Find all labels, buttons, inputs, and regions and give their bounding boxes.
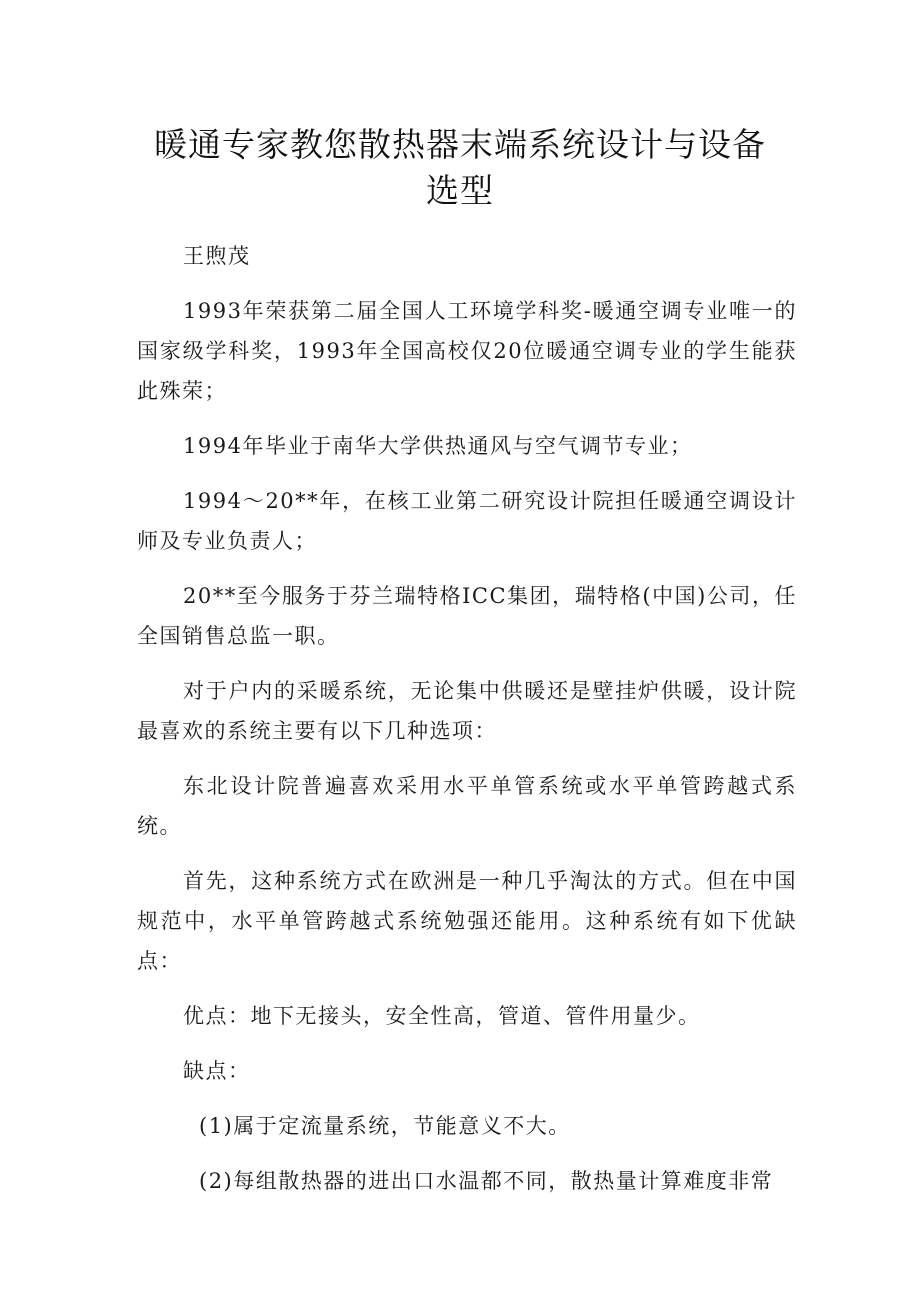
document-body xyxy=(137,236,797,1216)
paragraph-advantages: 优点：地下无接头，安全性高，管道、管件用量少。 xyxy=(183,1004,701,1028)
paragraph-graduation: 1994年毕业于南华大学供热通风与空气调节专业； xyxy=(183,434,693,458)
paragraph-heating-intro: 对于户内的采暖系统，无论集中供暖还是壁挂炉供暖，设计院最喜欢的系统主要有以下几种选项： xyxy=(137,679,797,743)
paragraph-career: 1994～20**年，在核工业第二研究设计院担任暖通空调设计师及专业负责人； xyxy=(137,489,797,553)
paragraph-first: 首先，这种系统方式在欧洲是一种几乎淘汰的方式。但在中国规范中，水平单管跨越式系统勉强还能用。这种系统有如下优缺点： xyxy=(137,869,797,973)
paragraph-disadvantages: 缺点： xyxy=(183,1059,251,1083)
paragraph-northeast: 东北设计院普遍喜欢采用水平单管系统或水平单管跨越式系统。 xyxy=(137,774,797,838)
paragraph-award: 1993年荣获第二届全国人工环境学科奖-暖通空调专业唯一的国家级学科奖，1993年全国高校仅20位暖通空调专业的学生能获此殊荣； xyxy=(137,299,797,403)
paragraph-current-role: 20**至今服务于芬兰瑞特格ICC集团，瑞特格(中国)公司，任全国销售总监一职。 xyxy=(137,584,797,648)
document-title: 暖通专家教您散热器末端系统设计与设备选型 xyxy=(154,125,766,210)
author-name: 王煦茂 xyxy=(183,244,251,268)
list-item: (1)属于定流量系统，节能意义不大。 xyxy=(199,1114,571,1138)
list-item: (2)每组散热器的进出口水温都不同，散热量计算难度非常 xyxy=(199,1169,774,1193)
